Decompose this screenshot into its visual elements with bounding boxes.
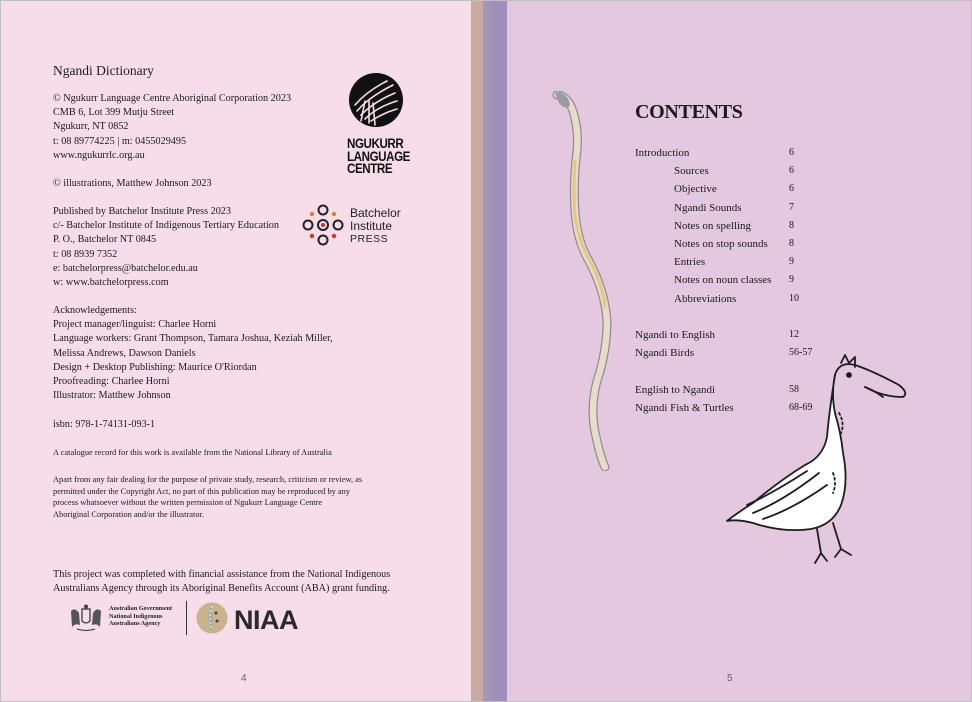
rights-line: Apart from any fair dealing for the purpose of private study, research, criticism or review, as xyxy=(53,475,363,484)
toc-label: Objective xyxy=(674,183,717,195)
toc-page: 56-57 xyxy=(789,347,813,358)
toc-page: 6 xyxy=(789,183,794,194)
publisher-line: t: 08 8939 7352 xyxy=(53,248,118,260)
toc-page: 9 xyxy=(789,256,794,267)
toc-label: Ngandi Birds xyxy=(635,347,694,359)
toc-page: 9 xyxy=(789,274,794,285)
toc-page: 6 xyxy=(789,147,794,158)
toc-label: Ngandi Sounds xyxy=(674,202,742,214)
funding-block xyxy=(53,568,390,596)
book-title: Ngandi Dictionary xyxy=(53,63,154,78)
toc-label: Abbreviations xyxy=(674,293,737,305)
batchelor-name-line: Institute xyxy=(350,219,393,233)
rights-line: process whatsoever without the written permission of Ngukurr Language Centre xyxy=(53,498,323,508)
toc-page: 12 xyxy=(789,329,799,340)
gov-line: Australian Government xyxy=(109,605,173,612)
logo-divider xyxy=(186,601,187,635)
address-line: Ngukurr, NT 0852 xyxy=(53,121,129,133)
toc-page: 10 xyxy=(789,293,799,304)
phone-line: t: 08 89774225 | m: 0455029495 xyxy=(53,135,187,147)
website-line: www.ngukurrlc.org.au xyxy=(53,149,145,161)
toc-label: Introduction xyxy=(635,147,690,159)
coat-of-arms-icon xyxy=(67,603,105,633)
page-number-left: 4 xyxy=(241,673,247,684)
toc-page: 6 xyxy=(789,165,794,176)
contents-heading: CONTENTS xyxy=(635,101,743,123)
isbn: isbn: 978-1-74131-093-1 xyxy=(53,419,156,430)
niaa-emblem-icon xyxy=(195,601,229,635)
snake-illustration xyxy=(545,91,635,471)
toc-label: Notes on spelling xyxy=(674,220,751,232)
gov-line: National Indigenous xyxy=(109,612,163,620)
bird-illustration xyxy=(723,353,913,573)
logo-word: CENTRE xyxy=(347,161,393,176)
rights-line: permitted under the Copyright Act, no part of this publication may be reproduced by any xyxy=(53,486,351,496)
toc-label: English to Ngandi xyxy=(635,384,716,396)
publisher-block xyxy=(53,205,279,290)
ack-line: Project manager/linguist: Charlee Horni xyxy=(53,319,217,331)
toc-page: 8 xyxy=(789,238,794,249)
logo-word: LANGUAGE xyxy=(347,148,410,164)
book-spread xyxy=(1,1,971,701)
toc-label: Notes on noun classes xyxy=(674,274,772,286)
publisher-line: c/- Batchelor Institute of Indigenous Tertiary Education xyxy=(53,220,279,232)
logo-word: NGUKURR xyxy=(347,136,404,151)
toc-label: Sources xyxy=(674,165,709,177)
toc-page: 8 xyxy=(789,220,794,231)
ack-line: Melissa Andrews, Dawson Daniels xyxy=(53,347,196,359)
acknowledgements-block xyxy=(53,304,333,403)
spine-edge xyxy=(471,1,483,701)
ack-line: Proofreading: Charlee Horni xyxy=(53,376,170,388)
funding-logos xyxy=(67,601,307,637)
toc-label: Entries xyxy=(674,256,706,268)
toc-page: 68-69 xyxy=(789,402,813,413)
niaa-wordmark: NIAA xyxy=(234,605,298,635)
toc-page: 58 xyxy=(789,384,799,395)
catalogue-note: A catalogue record for this work is available from the National Library of Australia xyxy=(53,448,332,457)
batchelor-name xyxy=(350,207,401,233)
ack-line: Illustrator: Matthew Johnson xyxy=(53,390,171,402)
toc-page: 7 xyxy=(789,202,794,213)
toc-label: Ngandi Fish & Turtles xyxy=(635,402,734,414)
batchelor-institute-logo xyxy=(300,203,420,247)
copyright-line: © Ngukurr Language Centre Aboriginal Corporation 2023 xyxy=(53,93,292,104)
publisher-line: P. O., Batchelor NT 0845 xyxy=(53,234,157,246)
publisher-line: Published by Batchelor Institute Press 2023 xyxy=(53,206,231,217)
toc-label: Notes on stop sounds xyxy=(674,238,768,250)
page-number-right: 5 xyxy=(727,673,733,684)
gov-line: Australians Agency xyxy=(109,620,161,628)
ack-line: Acknowledgements: xyxy=(53,305,137,316)
spine-fold xyxy=(483,1,491,701)
ngukurr-wordmark xyxy=(347,136,410,176)
address-line: CMB 6, Lot 399 Mutju Street xyxy=(53,107,175,119)
ngukurr-emblem-icon xyxy=(347,71,405,129)
funding-line: Australians Agency through its Aboriginal Benefits Account (ABA) grant funding. xyxy=(53,583,390,595)
publisher-line: w: www.batchelorpress.com xyxy=(53,277,169,289)
ack-line: Language workers: Grant Thompson, Tamara Joshua, Keziah Miller, xyxy=(53,333,333,345)
copyright-block xyxy=(53,92,291,163)
batchelor-emblem-icon xyxy=(300,203,346,247)
funding-line: This project was completed with financial assistance from the National Indigenous xyxy=(53,569,391,580)
illustrations-credit: © illustrations, Matthew Johnson 2023 xyxy=(53,178,212,189)
rights-block xyxy=(53,474,362,520)
australian-government-text xyxy=(109,605,172,628)
toc-label: Ngandi to English xyxy=(635,329,716,341)
batchelor-press: PRESS xyxy=(350,233,389,245)
publisher-line: e: batchelorpress@batchelor.edu.au xyxy=(53,262,198,274)
spine-fold xyxy=(491,1,507,701)
rights-line: Aboriginal Corporation and/or the illustrator. xyxy=(53,509,204,519)
left-page xyxy=(1,1,471,701)
ngukurr-language-centre-logo xyxy=(347,71,411,176)
batchelor-name-line: Batchelor xyxy=(350,206,401,220)
ack-line: Design + Desktop Publishing: Maurice O'Riordan xyxy=(53,361,257,373)
